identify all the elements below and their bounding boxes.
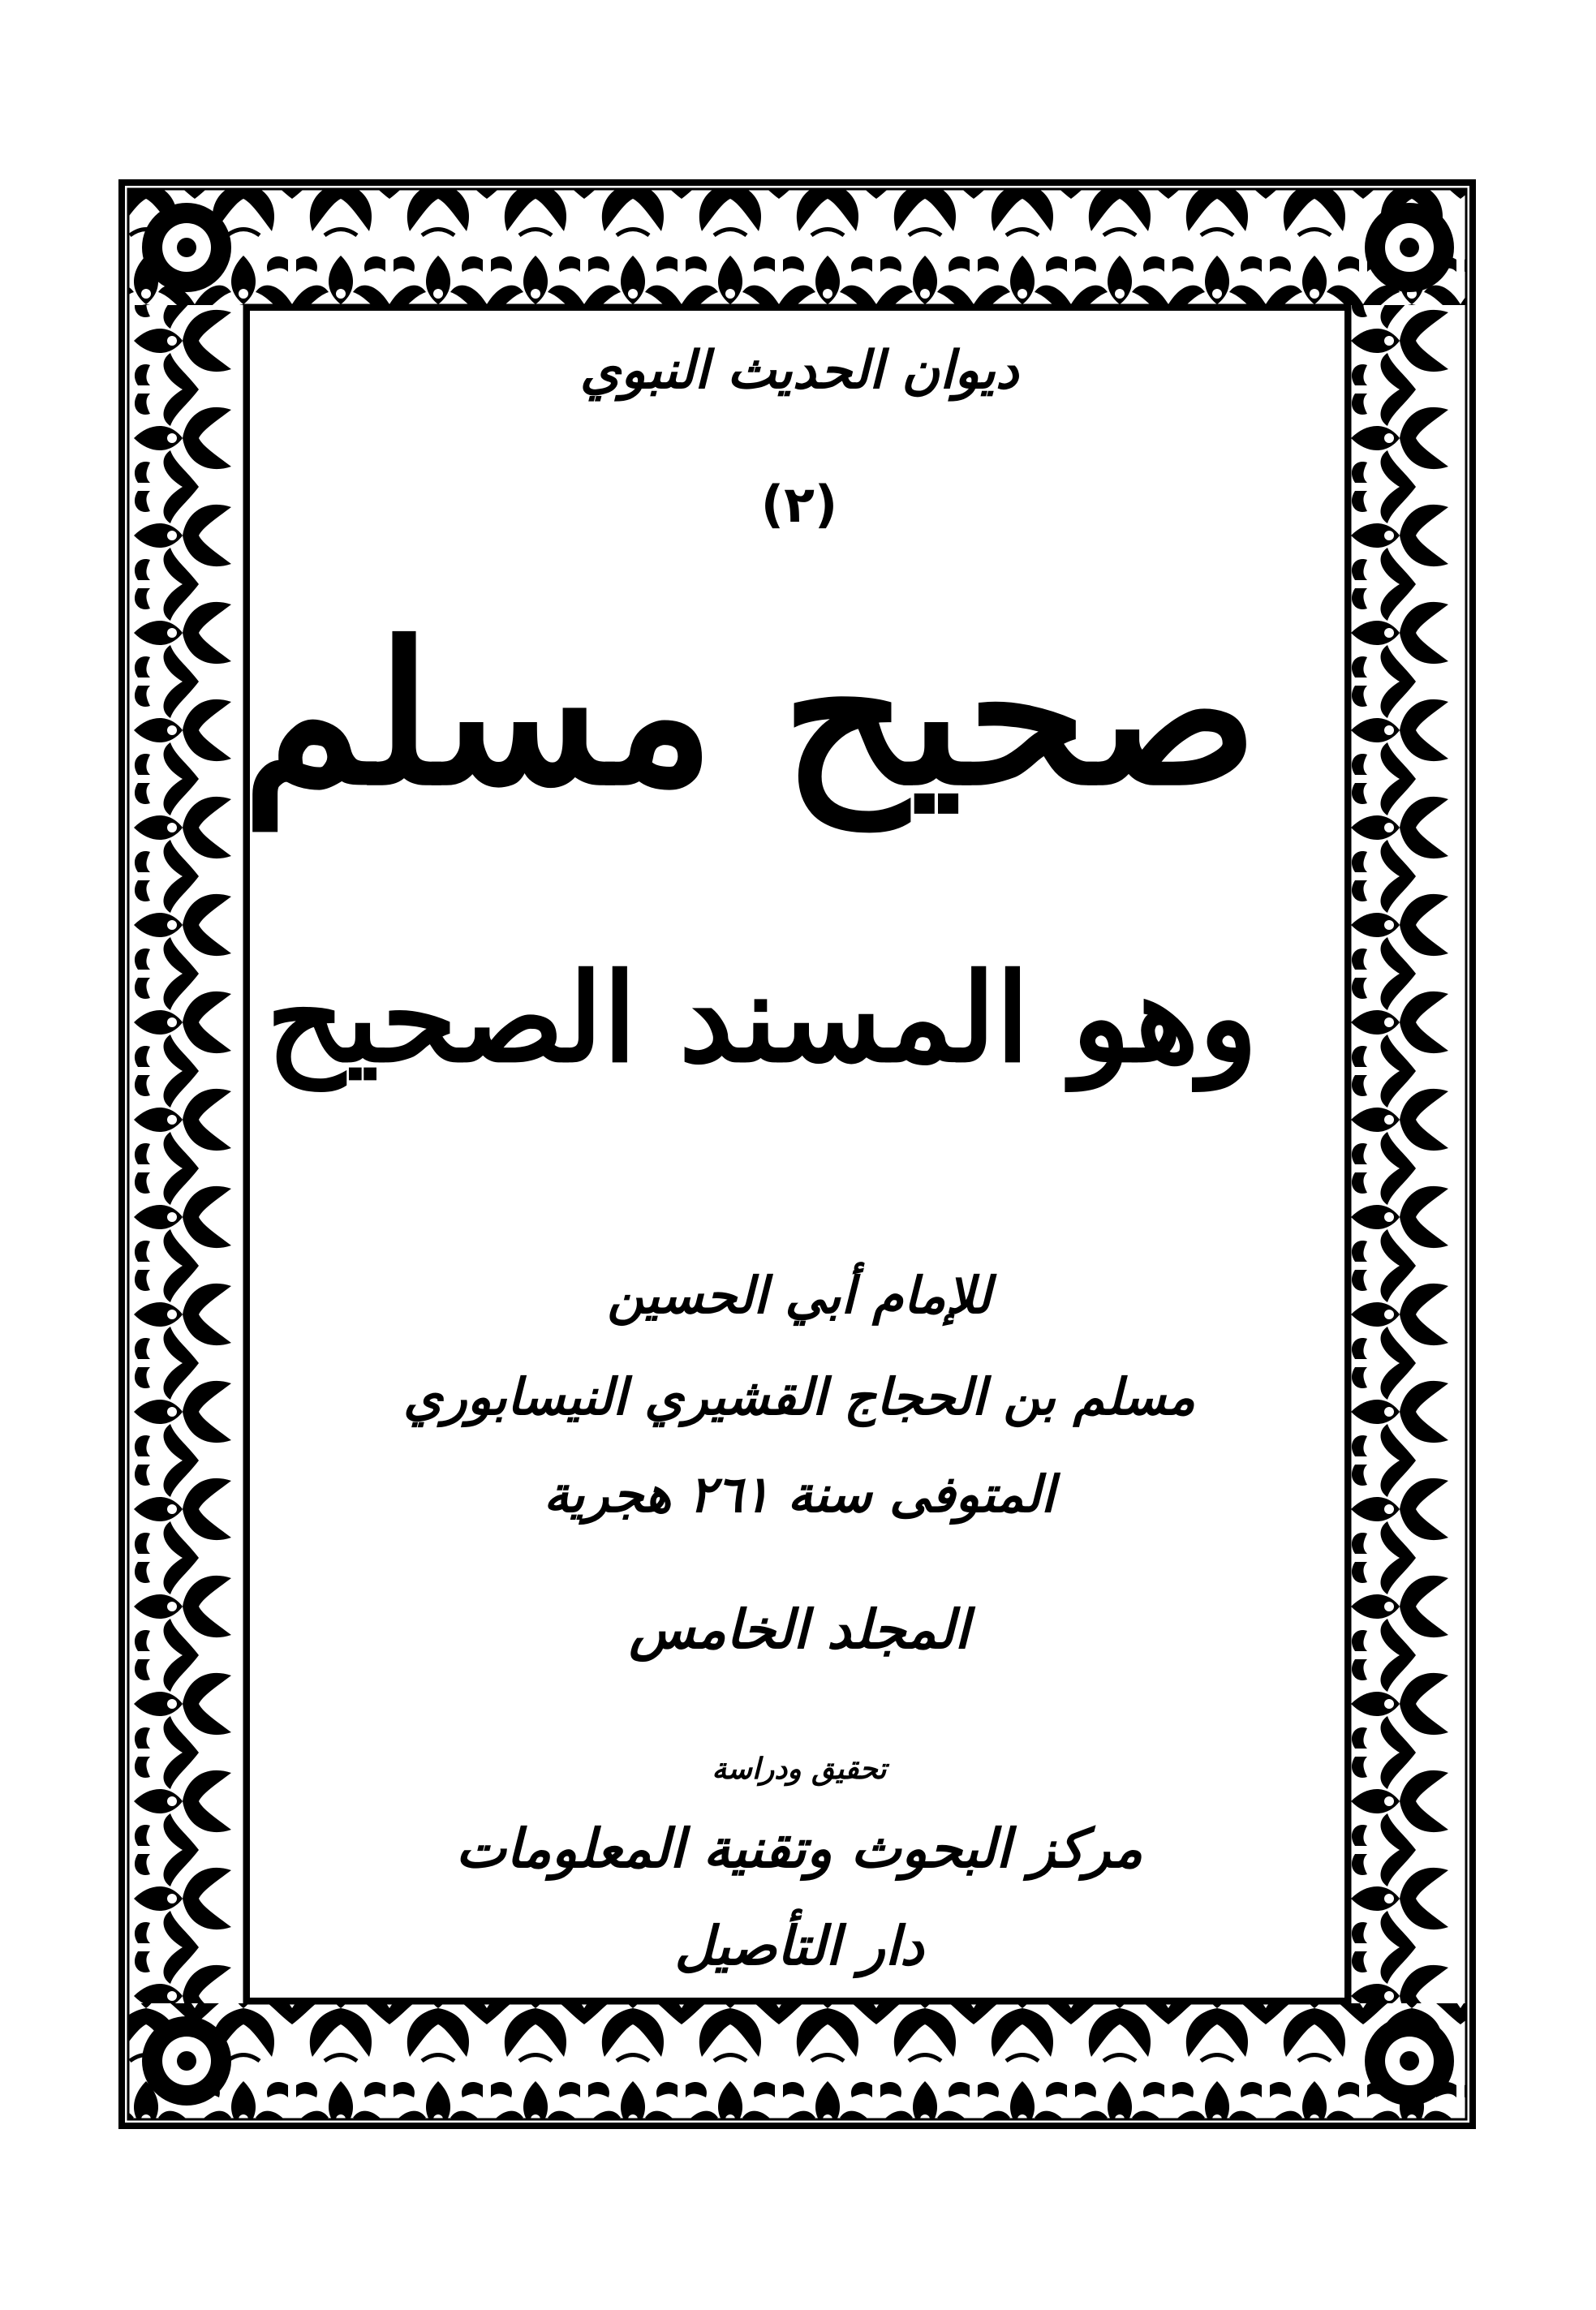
edited-by-label: تحقيق ودراسة [712,1753,887,1786]
cover-content [242,341,1258,1996]
publisher-house: دار التأصيل [674,1915,924,1977]
series-number: (٢) [760,475,838,534]
volume-label: المجلد الخامس [629,1598,970,1661]
book-title: صحيح مسلم [242,600,1258,828]
author-honorific: للإمام أبي الحسين [607,1266,992,1325]
publisher-center: مركز البحوث وتقنية المعلومات [455,1817,1143,1880]
series-title: ديوان الحديث النبوي [579,341,1019,401]
author-name: مسلم بن الحجاج القشيري النيسابوري [403,1367,1195,1426]
author-death-date: المتوفى سنة ٢٦١ هجرية [543,1465,1055,1524]
book-subtitle: وهو المسند الصحيح [266,947,1258,1090]
